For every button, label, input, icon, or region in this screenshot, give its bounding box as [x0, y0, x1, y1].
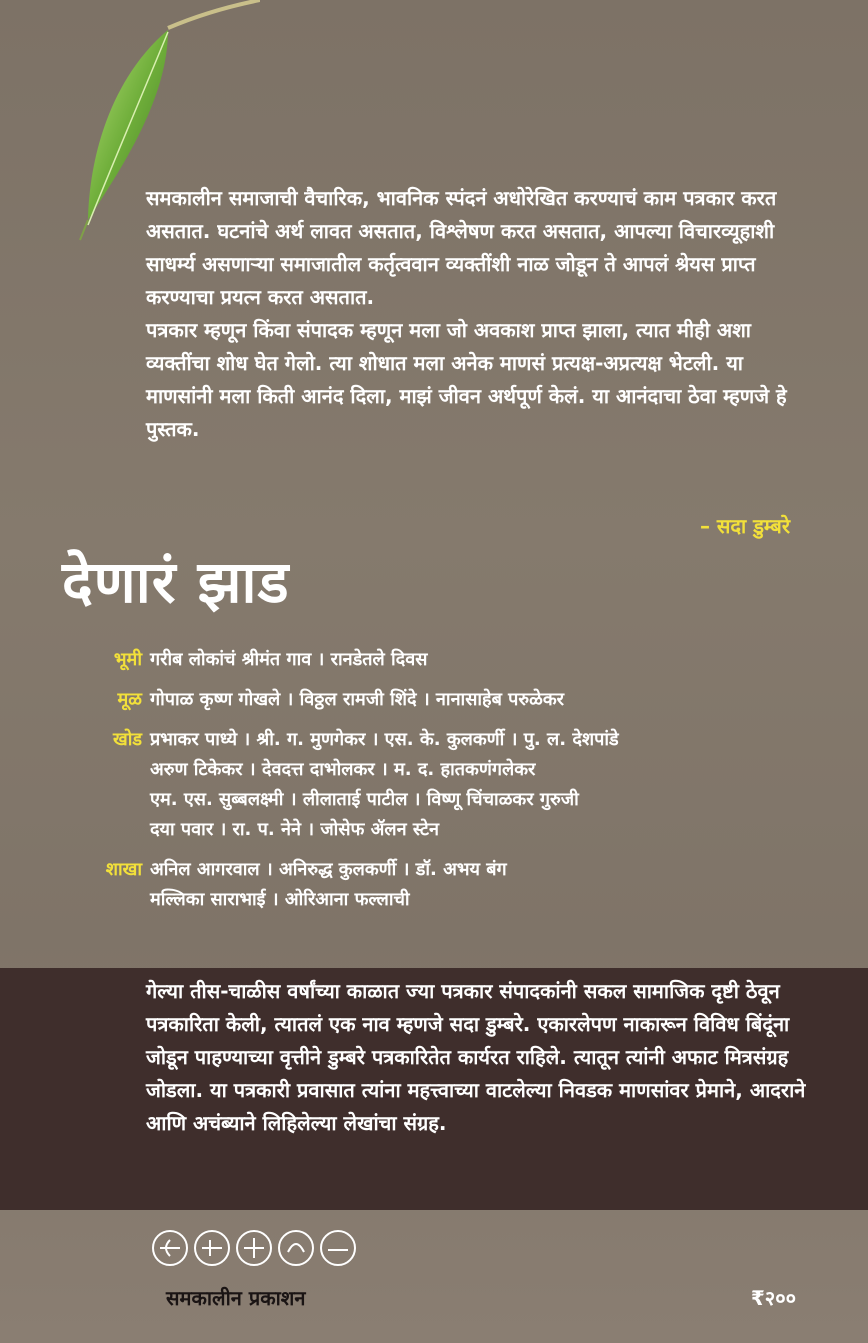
section-line: एम. एस. सुब्बलक्ष्मी । लीलाताई पाटील । विष्णू चिंचाळकर गुरुजी — [150, 789, 579, 810]
section-line: गरीब लोकांचं श्रीमंत गाव । रानडेतले दिवस — [150, 649, 428, 670]
section-mool — [60, 685, 820, 715]
section-line: गोपाळ कृष्ण गोखले । विठ्ठल रामजी शिंदे । नानासाहेब परुळेकर — [150, 689, 565, 710]
section-line: प्रभाकर पाध्ये । श्री. ग. मुणगेकर । एस. के. कुलकर्णी । पु. ल. देशपांडे — [150, 729, 619, 750]
section-line: अरुण टिकेकर । देवदत्त दाभोलकर । म. द. हातकणंगलेकर — [150, 759, 536, 780]
publisher-logo-icon — [150, 1228, 380, 1268]
contents-list — [60, 645, 820, 925]
section-shakha — [60, 855, 820, 915]
intro-paragraph-2: पत्रकार म्हणून किंवा संपादक म्हणून मला जो अवकाश प्राप्त झाला, त्यात मीही अशा व्यक्तींचा शोध घेत गेलो. त्या शोधात मला अनेक माणसं प्रत्यक्ष-अप्रत्यक्ष भेटली. या माणसांनी मला किती आनंद दिला, माझं जीवन अर्थपूर्ण केलं. या आनंदाचा ठेवा म्हणजे हे पुस्तक. — [146, 318, 787, 441]
intro-text — [146, 182, 806, 446]
intro-paragraph-1: समकालीन समाजाची वैचारिक, भावनिक स्पंदनं अधोरेखित करण्याचं काम पत्रकार करत असतात. घटनांचे अर्थ लावत असतात, विश्लेषण करत असतात, आपल्या विचारव्यूहाशी साधर्म्य असणाऱ्या समाजातील कर्तृत्ववान व्यक्तींशी नाळ जोडून ते आपलं श्रेयस प्राप्त करण्याचा प्रयत्न करत असतात. — [146, 186, 777, 309]
book-title: देणारं झाड — [62, 548, 290, 616]
section-bhumi — [60, 645, 820, 675]
section-label: शाखा — [105, 859, 142, 880]
author-signature: – सदा डुम्बरे — [699, 514, 790, 538]
blurb-text: गेल्या तीस-चाळीस वर्षांच्या काळात ज्या पत्रकार संपादकांनी सकल सामाजिक दृष्टी ठेवून पत्रकारिता केली, त्यातलं एक नाव म्हणजे सदा डुम्बरे. एकारलेपण नाकारून विविध बिंदूंना जोडून पाहण्याच्या वृत्तीने डुम्बरे पत्रकारितेत कार्यरत राहिले. त्यातून त्यांनी अफाट मित्रसंग्रह जोडला. या पत्रकारी प्रवासात त्यांना महत्त्वाच्या वाटलेल्या निवडक माणसांवर प्रेमाने, आदराने आणि अचंब्याने लिहिलेल्या लेखांचा संग्रह. — [146, 979, 806, 1135]
section-line: मल्लिका साराभाई । ओरिआना फल्लाची — [150, 889, 410, 910]
section-label: खोड — [112, 729, 142, 750]
section-label: भूमी — [113, 649, 142, 670]
price-label: ₹२०० — [750, 1286, 796, 1310]
publisher-name: समकालीन प्रकाशन — [166, 1286, 306, 1310]
section-line: दया पवार । रा. प. नेने । जोसेफ ॲलन स्टेन — [150, 819, 439, 840]
section-line: अनिल आगरवाल । अनिरुद्ध कुलकर्णी । डॉ. अभय बंग — [150, 859, 507, 880]
section-label: मूळ — [117, 689, 142, 710]
section-khod — [60, 725, 820, 845]
